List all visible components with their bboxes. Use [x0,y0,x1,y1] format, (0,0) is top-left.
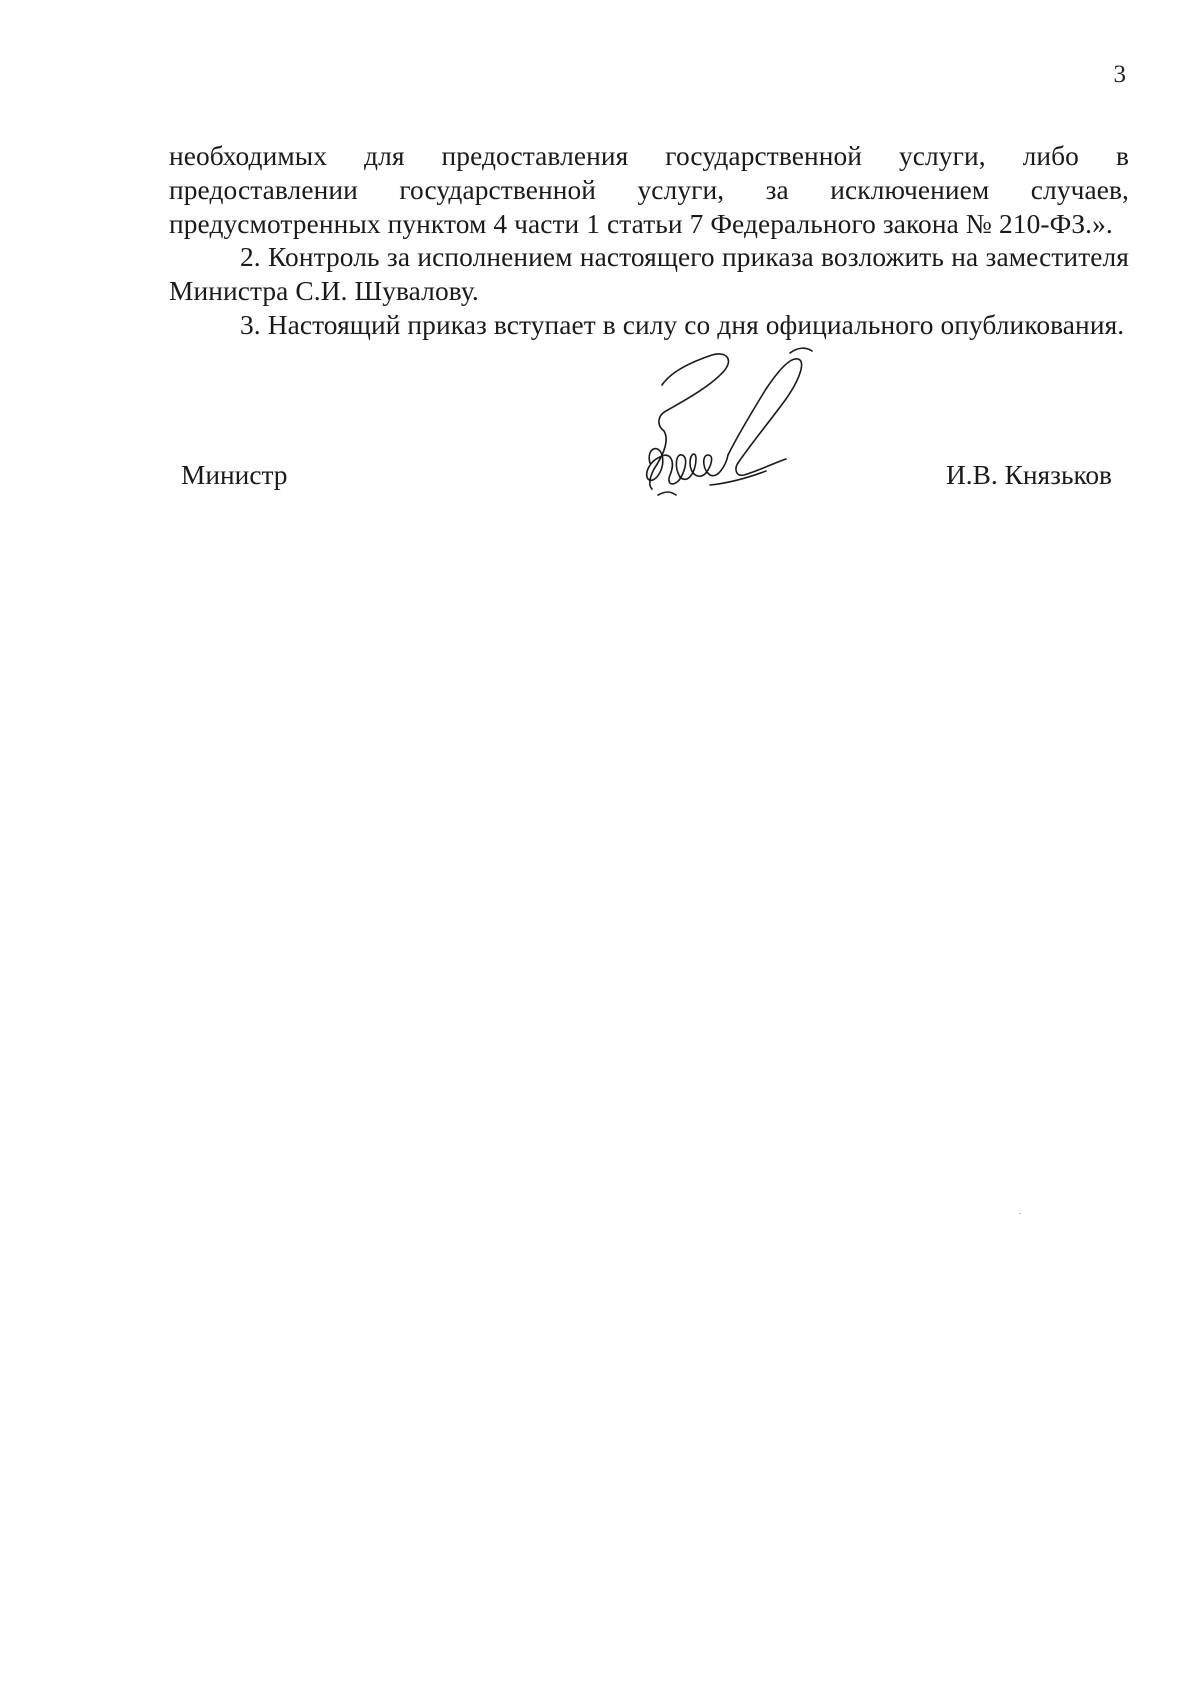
paragraph-item-2: 2. Контроль за исполнением настоящего приказа возложить на заместителя Министра С.И. Шувалову. [169,242,1129,307]
paragraph-item-3: 3. Настоящий приказ вступает в силу со дня официального опубликования. [240,309,1125,340]
page-number: 3 [1113,61,1126,88]
signer-title: Министр [181,460,288,490]
scan-artifact [1019,1213,1021,1214]
document-body [169,140,1129,343]
signer-name: И.В. Князьков [946,460,1112,490]
handwritten-signature [640,345,840,500]
paragraph-continuation: необходимых для предоставления государственной услуги, либо в предоставлении государственной услуги, за исключением случаев, предусмотренных пунктом 4 части 1 статьи 7 Федерального закона № 210-ФЗ.». [169,141,1129,239]
